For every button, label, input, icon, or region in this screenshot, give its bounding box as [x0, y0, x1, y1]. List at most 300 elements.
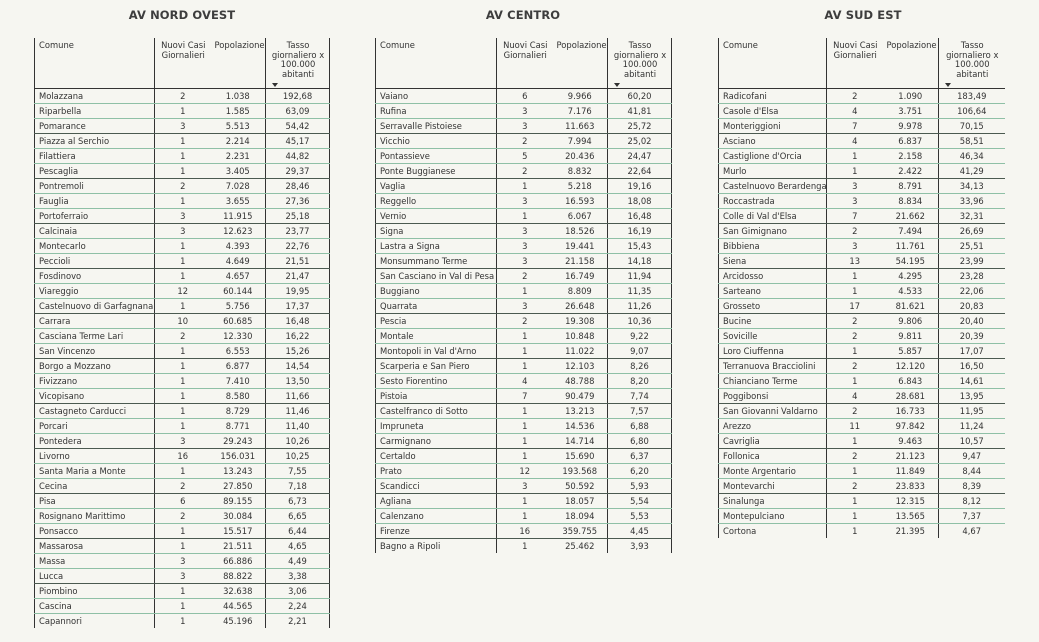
cell-nuovi-casi: 1 — [497, 359, 553, 374]
cell-popolazione: 21.158 — [553, 254, 608, 269]
table-row — [376, 494, 672, 509]
cell-nuovi-casi: 3 — [155, 554, 211, 569]
table-row — [376, 269, 672, 284]
table-row — [35, 104, 330, 119]
cell-tasso: 6,20 — [608, 464, 672, 479]
header-text-line: giornaliero x — [946, 49, 999, 60]
cell-tasso: 3,38 — [266, 569, 330, 584]
cell-popolazione: 11.849 — [883, 464, 939, 479]
cell-nuovi-casi: 1 — [827, 524, 883, 539]
cell-popolazione: 3.405 — [211, 164, 266, 179]
cell-nuovi-casi: 1 — [497, 209, 553, 224]
cell-nuovi-casi: 2 — [497, 269, 553, 284]
table-row — [376, 359, 672, 374]
cell-nuovi-casi: 3 — [827, 194, 883, 209]
header-text-line: abitanti — [281, 68, 315, 79]
cell-nuovi-casi: 1 — [827, 149, 883, 164]
cell-comune: Sovicille — [719, 329, 827, 344]
cell-nuovi-casi: 7 — [827, 119, 883, 134]
table-row — [35, 269, 330, 284]
cell-comune: Pescaglia — [35, 164, 155, 179]
cell-popolazione: 9.806 — [883, 314, 939, 329]
cell-popolazione: 156.031 — [211, 449, 266, 464]
table-row — [719, 104, 1005, 119]
table-row — [35, 194, 330, 209]
cell-comune: Cecina — [35, 479, 155, 494]
cell-popolazione: 30.084 — [211, 509, 266, 524]
cell-nuovi-casi: 3 — [155, 434, 211, 449]
cell-tasso: 21,51 — [266, 254, 330, 269]
cell-tasso: 41,29 — [939, 164, 1005, 179]
cell-popolazione: 16.593 — [553, 194, 608, 209]
header-text-line: 100.000 — [954, 59, 990, 69]
cell-popolazione: 8.791 — [883, 179, 939, 194]
table-row — [376, 254, 672, 269]
header-row — [35, 38, 330, 89]
cell-nuovi-casi: 1 — [155, 134, 211, 149]
column-header-nuovi-casi[interactable] — [827, 38, 883, 89]
table-row — [35, 224, 330, 239]
cell-nuovi-casi: 1 — [155, 584, 211, 599]
cell-comune: Reggello — [376, 194, 497, 209]
cell-comune: Montale — [376, 329, 497, 344]
column-header-popolazione[interactable] — [883, 38, 939, 89]
cell-popolazione: 54.195 — [883, 254, 939, 269]
cell-tasso: 8,26 — [608, 359, 672, 374]
cell-tasso: 4,49 — [266, 554, 330, 569]
cell-nuovi-casi: 1 — [155, 404, 211, 419]
cell-comune: Carmignano — [376, 434, 497, 449]
cell-tasso: 25,51 — [939, 239, 1005, 254]
cell-nuovi-casi: 3 — [155, 224, 211, 239]
cell-tasso: 11,40 — [266, 419, 330, 434]
cell-nuovi-casi: 1 — [155, 239, 211, 254]
header-text-line: Comune — [39, 40, 74, 50]
table-row — [719, 479, 1005, 494]
table-row — [376, 119, 672, 134]
cell-tasso: 11,24 — [939, 419, 1005, 434]
cell-tasso: 13,50 — [266, 374, 330, 389]
table-row — [35, 329, 330, 344]
cell-nuovi-casi: 1 — [155, 164, 211, 179]
table-row — [376, 374, 672, 389]
cell-tasso: 10,25 — [266, 449, 330, 464]
cell-nuovi-casi: 1 — [155, 149, 211, 164]
cell-tasso: 15,26 — [266, 344, 330, 359]
cell-popolazione: 6.877 — [211, 359, 266, 374]
cell-nuovi-casi: 1 — [497, 419, 553, 434]
cell-comune: San Gimignano — [719, 224, 827, 239]
cell-comune: Radicofani — [719, 89, 827, 104]
cell-nuovi-casi: 5 — [497, 149, 553, 164]
cell-popolazione: 89.155 — [211, 494, 266, 509]
cell-comune: Vicopisano — [35, 389, 155, 404]
cell-popolazione: 11.761 — [883, 239, 939, 254]
cell-comune: Sinalunga — [719, 494, 827, 509]
cell-comune: Agliana — [376, 494, 497, 509]
cell-popolazione: 7.994 — [553, 134, 608, 149]
cell-tasso: 34,13 — [939, 179, 1005, 194]
cell-tasso: 3,93 — [608, 539, 672, 554]
table-row — [376, 404, 672, 419]
table-row — [376, 164, 672, 179]
table-row — [35, 254, 330, 269]
cell-popolazione: 1.038 — [211, 89, 266, 104]
cell-nuovi-casi: 1 — [155, 104, 211, 119]
cell-tasso: 5,93 — [608, 479, 672, 494]
cell-nuovi-casi: 2 — [155, 509, 211, 524]
cell-comune: Fosdinovo — [35, 269, 155, 284]
cell-nuovi-casi: 1 — [497, 284, 553, 299]
cell-comune: Lucca — [35, 569, 155, 584]
cell-comune: Cascina — [35, 599, 155, 614]
header-text-line: 100.000 — [622, 59, 658, 69]
cell-popolazione: 88.822 — [211, 569, 266, 584]
cell-tasso: 45,17 — [266, 134, 330, 149]
cell-nuovi-casi: 2 — [155, 479, 211, 494]
cell-comune: Terranuova Bracciolini — [719, 359, 827, 374]
cell-nuovi-casi: 6 — [155, 494, 211, 509]
column-header-comune[interactable] — [719, 38, 827, 89]
cell-tasso: 4,65 — [266, 539, 330, 554]
cell-popolazione: 6.067 — [553, 209, 608, 224]
cell-tasso: 6,37 — [608, 449, 672, 464]
table-row — [719, 134, 1005, 149]
cell-nuovi-casi: 3 — [497, 224, 553, 239]
cell-popolazione: 28.681 — [883, 389, 939, 404]
header-text-line: Giornalieri — [503, 49, 547, 60]
cell-comune: Bucine — [719, 314, 827, 329]
cell-popolazione: 8.834 — [883, 194, 939, 209]
cell-nuovi-casi: 2 — [827, 329, 883, 344]
cell-comune: Calcinaia — [35, 224, 155, 239]
cell-nuovi-casi: 1 — [155, 464, 211, 479]
cell-tasso: 7,55 — [266, 464, 330, 479]
cell-nuovi-casi: 1 — [497, 344, 553, 359]
cell-tasso: 16,48 — [266, 314, 330, 329]
cell-tasso: 6,80 — [608, 434, 672, 449]
cell-comune: Carrara — [35, 314, 155, 329]
cell-nuovi-casi: 2 — [827, 449, 883, 464]
cell-nuovi-casi: 1 — [827, 464, 883, 479]
cell-nuovi-casi: 1 — [155, 344, 211, 359]
cell-tasso: 33,96 — [939, 194, 1005, 209]
cell-popolazione: 44.565 — [211, 599, 266, 614]
cell-comune: Pontedera — [35, 434, 155, 449]
cell-comune: San Vincenzo — [35, 344, 155, 359]
cell-comune: Lastra a Signa — [376, 239, 497, 254]
column-header-tasso[interactable] — [266, 38, 330, 89]
cell-nuovi-casi: 3 — [155, 209, 211, 224]
header-text-line: 100.000 — [280, 59, 316, 69]
cell-tasso: 16,19 — [608, 224, 672, 239]
cell-nuovi-casi: 1 — [497, 509, 553, 524]
cell-comune: Impruneta — [376, 419, 497, 434]
cell-comune: Bibbiena — [719, 239, 827, 254]
cell-nuovi-casi: 3 — [827, 179, 883, 194]
cell-nuovi-casi: 16 — [497, 524, 553, 539]
cell-nuovi-casi: 3 — [827, 239, 883, 254]
cell-comune: Borgo a Mozzano — [35, 359, 155, 374]
sort-descending-icon[interactable] — [272, 83, 278, 87]
cell-tasso: 20,83 — [939, 299, 1005, 314]
cell-popolazione: 11.915 — [211, 209, 266, 224]
table-row — [719, 209, 1005, 224]
table-row — [376, 524, 672, 539]
cell-nuovi-casi: 2 — [827, 224, 883, 239]
cell-nuovi-casi: 1 — [827, 374, 883, 389]
cell-comune: Pontremoli — [35, 179, 155, 194]
cell-comune: Peccioli — [35, 254, 155, 269]
cell-comune: Scandicci — [376, 479, 497, 494]
cell-tasso: 7,57 — [608, 404, 672, 419]
table-row — [35, 164, 330, 179]
cell-comune: San Casciano in Val di Pesa — [376, 269, 497, 284]
cell-comune: Riparbella — [35, 104, 155, 119]
cell-comune: Firenze — [376, 524, 497, 539]
cell-comune: Buggiano — [376, 284, 497, 299]
cell-popolazione: 9.978 — [883, 119, 939, 134]
sort-descending-icon[interactable] — [945, 83, 951, 87]
cell-nuovi-casi: 1 — [827, 344, 883, 359]
cell-comune: Piazza al Serchio — [35, 134, 155, 149]
cell-comune: Capannori — [35, 614, 155, 629]
cell-comune: Santa Maria a Monte — [35, 464, 155, 479]
cell-popolazione: 32.638 — [211, 584, 266, 599]
cell-popolazione: 20.436 — [553, 149, 608, 164]
cell-nuovi-casi: 3 — [155, 569, 211, 584]
table-row — [35, 299, 330, 314]
cell-popolazione: 29.243 — [211, 434, 266, 449]
column-header-popolazione[interactable] — [211, 38, 266, 89]
cell-tasso: 17,37 — [266, 299, 330, 314]
cell-tasso: 22,06 — [939, 284, 1005, 299]
cell-tasso: 26,69 — [939, 224, 1005, 239]
cell-nuovi-casi: 1 — [497, 494, 553, 509]
cell-tasso: 22,76 — [266, 239, 330, 254]
cell-nuovi-casi: 3 — [497, 479, 553, 494]
cell-popolazione: 9.966 — [553, 89, 608, 104]
table-row — [35, 314, 330, 329]
table-row — [35, 539, 330, 554]
cell-popolazione: 81.621 — [883, 299, 939, 314]
cell-comune: Fauglia — [35, 194, 155, 209]
column-header-tasso[interactable] — [608, 38, 672, 89]
table-row — [719, 119, 1005, 134]
cell-tasso: 60,20 — [608, 89, 672, 104]
cell-popolazione: 45.196 — [223, 616, 253, 626]
cell-comune: Pescia — [376, 314, 497, 329]
cell-comune: Monsummano Terme — [376, 254, 497, 269]
cell-nuovi-casi: 2 — [827, 89, 883, 104]
table-row — [35, 134, 330, 149]
cell-tasso: 7,37 — [939, 509, 1005, 524]
cell-tasso: 23,77 — [266, 224, 330, 239]
table-row — [35, 179, 330, 194]
cell-nuovi-casi: 7 — [497, 389, 553, 404]
cell-tasso: 2,21 — [266, 614, 330, 629]
table-row — [376, 149, 672, 164]
column-header-comune[interactable] — [35, 38, 155, 89]
cell-popolazione: 4.533 — [883, 284, 939, 299]
table-row — [719, 434, 1005, 449]
cell-comune: Sesto Fiorentino — [376, 374, 497, 389]
cell-nuovi-casi: 11 — [827, 419, 883, 434]
table-row — [376, 509, 672, 524]
cell-comune: Arcidosso — [719, 269, 827, 284]
data-table — [34, 38, 330, 628]
cell-nuovi-casi: 2 — [497, 314, 553, 329]
cell-tasso: 7,18 — [266, 479, 330, 494]
table-row — [719, 494, 1005, 509]
cell-nuovi-casi: 1 — [155, 389, 211, 404]
cell-comune: Livorno — [35, 449, 155, 464]
data-table — [718, 38, 1005, 538]
column-header-tasso[interactable] — [939, 38, 1005, 89]
cell-nuovi-casi: 3 — [497, 254, 553, 269]
cell-popolazione: 11.022 — [553, 344, 608, 359]
cell-nuovi-casi: 2 — [155, 329, 211, 344]
cell-comune: Montecarlo — [35, 239, 155, 254]
cell-popolazione: 25.462 — [565, 541, 595, 551]
cell-popolazione: 12.120 — [883, 359, 939, 374]
table-row — [376, 299, 672, 314]
cell-nuovi-casi: 2 — [827, 479, 883, 494]
cell-popolazione: 8.729 — [211, 404, 266, 419]
header-text-line: Nuovi Casi — [503, 40, 548, 50]
cell-tasso: 6,73 — [266, 494, 330, 509]
cell-comune: Montevarchi — [719, 479, 827, 494]
cell-popolazione: 21.662 — [883, 209, 939, 224]
header-text-line: Giornalieri — [161, 49, 205, 60]
table-row — [376, 179, 672, 194]
cell-comune: Vaglia — [376, 179, 497, 194]
cell-nuovi-casi: 1 — [827, 494, 883, 509]
cell-popolazione: 2.158 — [883, 149, 939, 164]
cell-tasso: 106,64 — [939, 104, 1005, 119]
cell-comune: Castagneto Carducci — [35, 404, 155, 419]
cell-tasso: 54,42 — [266, 119, 330, 134]
table-row — [376, 464, 672, 479]
cell-nuovi-casi: 1 — [827, 509, 883, 524]
table-row — [719, 89, 1005, 104]
cell-popolazione: 4.393 — [211, 239, 266, 254]
cell-nuovi-casi: 12 — [155, 284, 211, 299]
cell-popolazione: 193.568 — [553, 464, 608, 479]
cell-comune: Poggibonsi — [719, 389, 827, 404]
cell-comune: Molazzana — [35, 89, 155, 104]
cell-tasso: 10,57 — [939, 434, 1005, 449]
cell-popolazione: 3.751 — [883, 104, 939, 119]
cell-comune: Siena — [719, 254, 827, 269]
cell-comune: Fivizzano — [35, 374, 155, 389]
cell-popolazione: 8.771 — [211, 419, 266, 434]
sort-descending-icon[interactable] — [614, 83, 620, 87]
cell-comune: Certaldo — [376, 449, 497, 464]
cell-popolazione: 2.231 — [211, 149, 266, 164]
cell-nuovi-casi: 4 — [827, 134, 883, 149]
table-row — [376, 194, 672, 209]
cell-comune: Casole d'Elsa — [719, 104, 827, 119]
header-text-line: Tasso — [286, 40, 310, 50]
cell-popolazione: 7.494 — [883, 224, 939, 239]
cell-popolazione: 4.657 — [211, 269, 266, 284]
cell-nuovi-casi: 1 — [155, 374, 211, 389]
cell-tasso: 16,50 — [939, 359, 1005, 374]
table-row — [35, 434, 330, 449]
table-row — [35, 119, 330, 134]
column-header-popolazione[interactable] — [553, 38, 608, 89]
header-text-line: giornaliero x — [613, 49, 667, 60]
cell-tasso: 17,07 — [939, 344, 1005, 359]
column-header-comune[interactable] — [376, 38, 497, 89]
table-row — [376, 344, 672, 359]
table-row — [376, 209, 672, 224]
table-row — [376, 539, 672, 554]
table-row — [35, 449, 330, 464]
cell-nuovi-casi: 3 — [155, 119, 211, 134]
cell-popolazione: 9.463 — [883, 434, 939, 449]
cell-popolazione: 19.308 — [553, 314, 608, 329]
cell-popolazione: 13.243 — [211, 464, 266, 479]
cell-popolazione: 21.395 — [895, 526, 925, 536]
cell-nuovi-casi: 1 — [155, 269, 211, 284]
cell-popolazione: 60.685 — [211, 314, 266, 329]
header-text-line: Tasso — [960, 40, 984, 50]
cell-comune: Quarrata — [376, 299, 497, 314]
cell-tasso: 14,54 — [266, 359, 330, 374]
cell-comune: Grosseto — [719, 299, 827, 314]
cell-nuovi-casi: 6 — [497, 89, 553, 104]
table-row — [719, 149, 1005, 164]
table-row — [719, 299, 1005, 314]
table-row — [35, 209, 330, 224]
cell-comune: Serravalle Pistoiese — [376, 119, 497, 134]
cell-tasso: 11,26 — [608, 299, 672, 314]
cell-popolazione: 18.526 — [553, 224, 608, 239]
table-row — [719, 449, 1005, 464]
cell-nuovi-casi: 1 — [827, 164, 883, 179]
cell-comune: Ponte Buggianese — [376, 164, 497, 179]
header-row — [376, 38, 672, 89]
cell-nuovi-casi: 16 — [155, 449, 211, 464]
cell-tasso: 14,61 — [939, 374, 1005, 389]
table-row — [35, 89, 330, 104]
cell-comune: Roccastrada — [719, 194, 827, 209]
cell-nuovi-casi: 2 — [827, 404, 883, 419]
cell-popolazione: 60.144 — [211, 284, 266, 299]
cell-comune: Monte Argentario — [719, 464, 827, 479]
cell-nuovi-casi: 10 — [155, 314, 211, 329]
cell-tasso: 7,74 — [608, 389, 672, 404]
column-header-nuovi-casi[interactable] — [497, 38, 553, 89]
cell-tasso: 3,06 — [266, 584, 330, 599]
table-row — [35, 584, 330, 599]
cell-popolazione: 7.176 — [553, 104, 608, 119]
cell-comune: Vernio — [376, 209, 497, 224]
cell-tasso: 16,48 — [608, 209, 672, 224]
table-row — [376, 329, 672, 344]
cell-popolazione: 12.330 — [211, 329, 266, 344]
column-header-nuovi-casi[interactable] — [155, 38, 211, 89]
cell-popolazione: 14.536 — [553, 419, 608, 434]
cell-tasso: 5,53 — [608, 509, 672, 524]
cell-nuovi-casi: 1 — [497, 449, 553, 464]
cell-nuovi-casi: 3 — [497, 299, 553, 314]
cell-tasso: 9,07 — [608, 344, 672, 359]
table-row — [719, 344, 1005, 359]
cell-tasso: 41,81 — [608, 104, 672, 119]
